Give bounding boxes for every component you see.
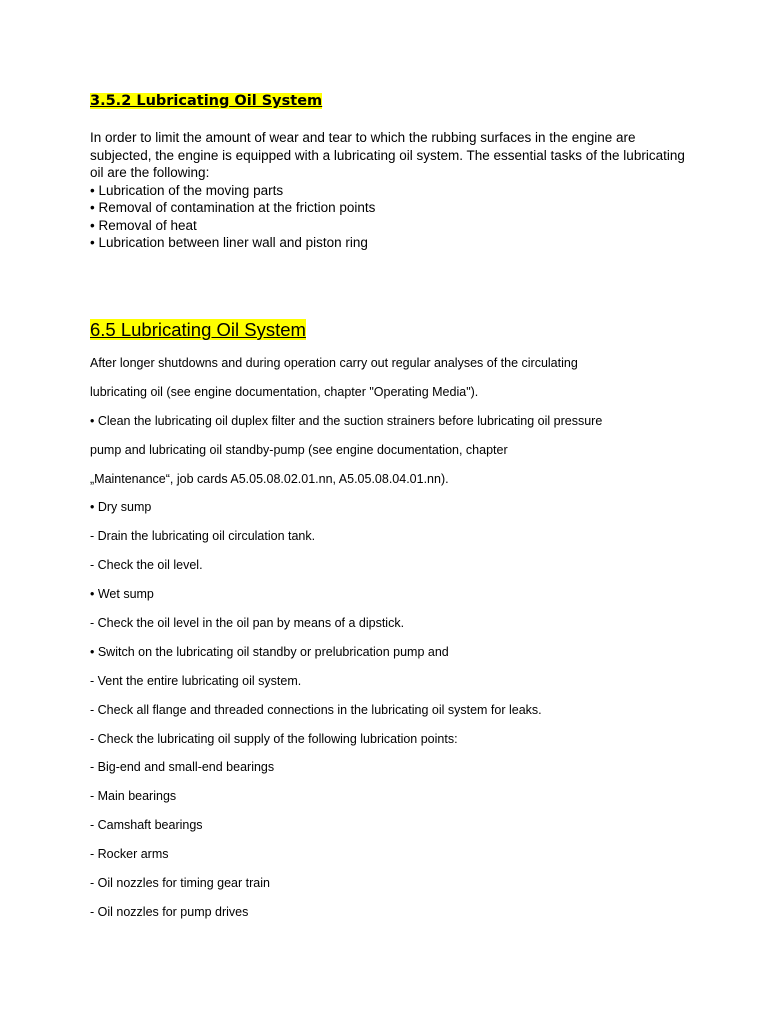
bullet-item: • Removal of heat — [90, 217, 197, 233]
section-3-5-2-bullet-list — [90, 182, 690, 252]
section-6-5-body — [90, 349, 730, 927]
paragraph-line: - Camshaft bearings — [90, 818, 203, 833]
bullet-item: • Lubrication between liner wall and piston ring — [90, 235, 368, 250]
paragraph-line: lubricating oil (see engine documentation, chapter "Operating Media"). — [90, 384, 479, 399]
paragraph-line: „Maintenance“, job cards A5.05.08.02.01.nn, A5.05.08.04.01.nn). — [90, 471, 449, 486]
paragraph-line: - Check the oil level. — [90, 558, 203, 573]
paragraph-line: pump and lubricating oil standby-pump (see engine documentation, chapter — [90, 442, 508, 457]
section-heading-6-5-text: 6.5 Lubricating Oil System — [90, 319, 306, 340]
paragraph-line: • Switch on the lubricating oil standby or prelubrication pump and — [90, 644, 449, 659]
paragraph-line: - Check the oil level in the oil pan by means of a dipstick. — [90, 616, 405, 631]
section-3-5-2-body — [90, 129, 690, 252]
bullet-item: • Removal of contamination at the friction points — [90, 200, 376, 215]
paragraph-line: • Wet sump — [90, 587, 154, 602]
paragraph-line: - Oil nozzles for pump drives — [90, 904, 249, 919]
paragraph-line: - Check all flange and threaded connections in the lubricating oil system for leaks. — [90, 702, 542, 717]
paragraph-line: • Clean the lubricating oil duplex filter and the suction strainers before lubricating oil pressure — [90, 413, 603, 428]
section-3-5-2-intro: In order to limit the amount of wear and tear to which the rubbing surfaces in the engine are subjected, the engine is equipped with a lubricating oil system. The essential tasks of the lubricating oil are the following: — [90, 130, 685, 180]
section-heading-3-5-2-text: 3.5.2 Lubricating Oil System — [90, 93, 323, 109]
paragraph-line: - Drain the lubricating oil circulation tank. — [90, 529, 316, 544]
paragraph-line: - Rocker arms — [90, 847, 169, 862]
paragraph-line: - Main bearings — [90, 789, 177, 804]
paragraph-line: • Dry sump — [90, 500, 152, 515]
paragraph-line: - Big-end and small-end bearings — [90, 760, 275, 775]
paragraph-line: After longer shutdowns and during operation carry out regular analyses of the circulating — [90, 356, 578, 370]
bullet-item: • Lubrication of the moving parts — [90, 182, 284, 198]
section-heading-6-5 — [90, 318, 306, 342]
paragraph-line: - Check the lubricating oil supply of the following lubrication points: — [90, 731, 458, 746]
paragraph-line: - Oil nozzles for timing gear train — [90, 876, 270, 891]
section-heading-3-5-2 — [90, 92, 322, 110]
paragraph-line: - Vent the entire lubricating oil system. — [90, 673, 302, 688]
